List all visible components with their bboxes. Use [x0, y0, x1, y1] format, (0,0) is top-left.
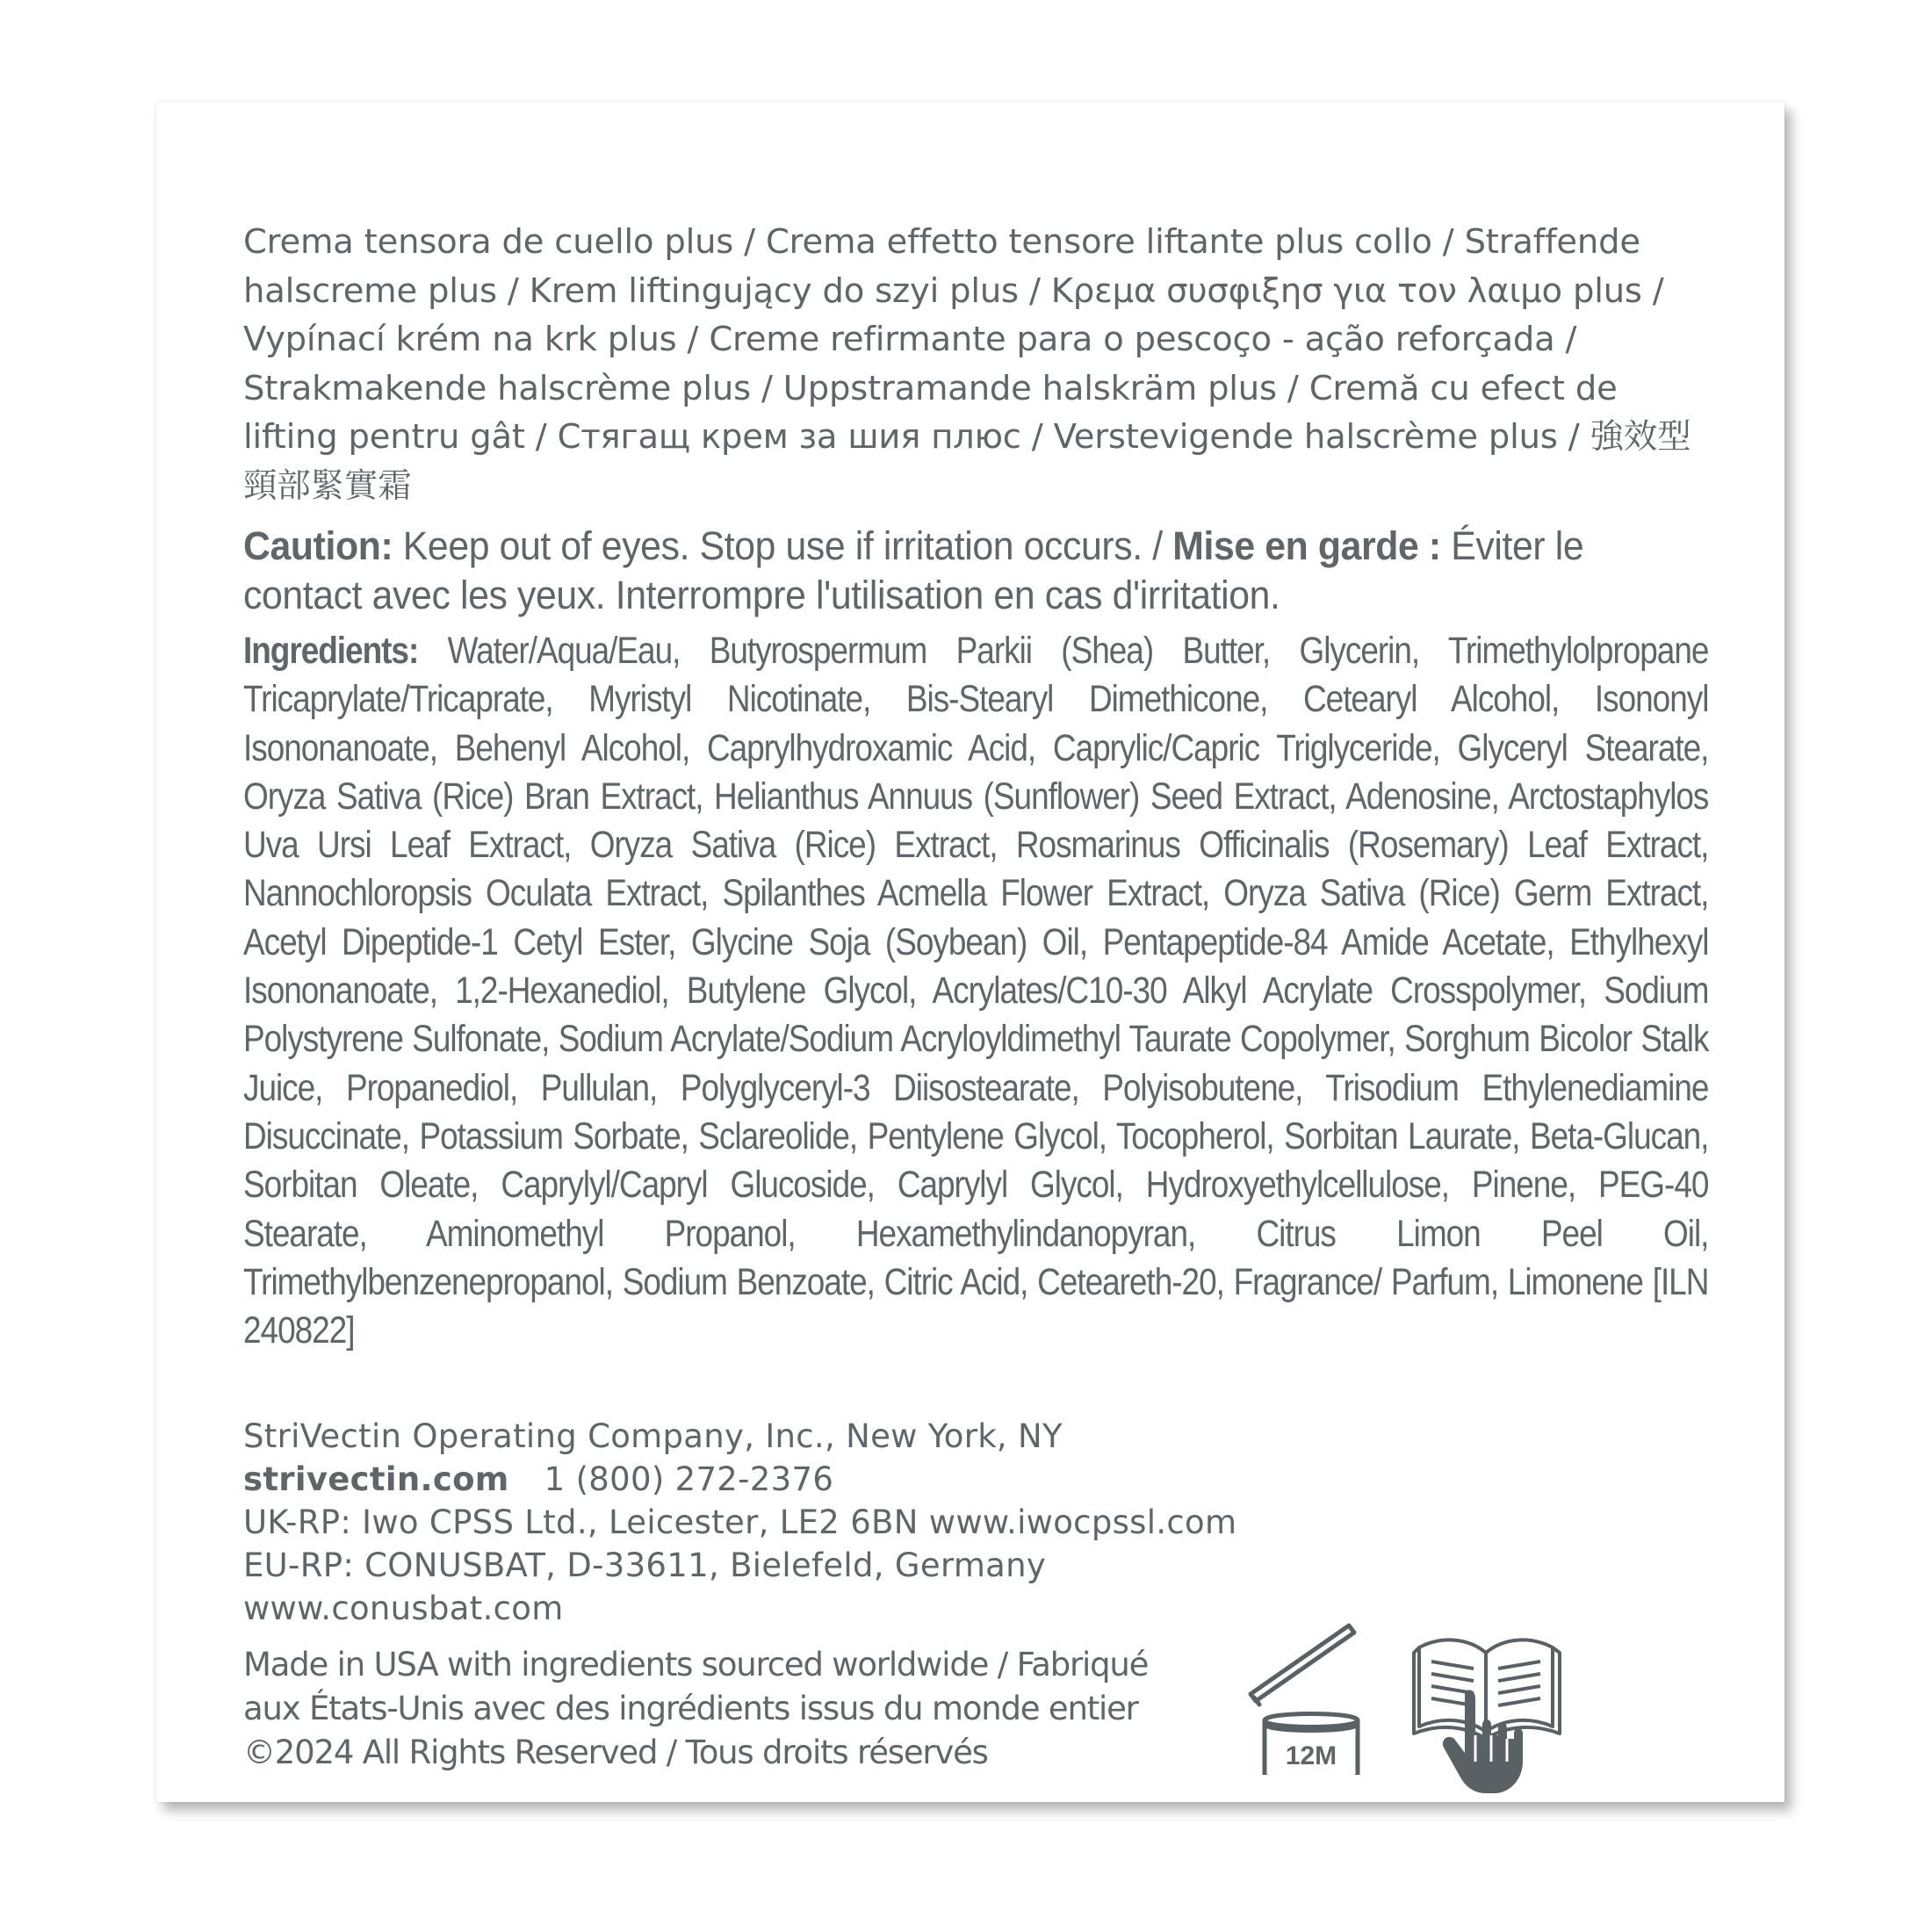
company-info: [243, 1415, 1703, 1630]
copyright-line: ©2024 All Rights Reserved / Tous droits réservés: [243, 1734, 988, 1771]
origin-line-2: aux États-Unis avec des ingrédients issus du monde entier: [243, 1690, 1138, 1727]
phone-number: 1 (800) 272-2376: [544, 1460, 834, 1498]
product-names: Crema tensora de cuello plus / Crema effetto tensore liftante plus collo / Straffende halscreme plus / Krem liftingujący do szyi plus / Κρεμα συσφιξησ για τον λαιμο plus / Vypínací krém na krk plus / Creme refirmante para o pescoço - ação reforçada / Strakmakende halscrème plus / Uppstramande halskräm plus / Cremă cu efect de lifting pentru gât / Стягащ крем за шия плюс / Verstevigende halscrème plus / 強效型頸部緊實霜: [243, 222, 1691, 506]
caution-label-en: Caution:: [243, 523, 393, 568]
period-after-opening-icon: [1245, 1617, 1377, 1775]
uk-responsible-person: UK-RP: Iwo CPSS Ltd., Leicester, LE2 6BN www.iwocpssl.com: [243, 1503, 1237, 1541]
origin-statement: [243, 1643, 1297, 1775]
origin-line-1: Made in USA with ingredients sourced worldwide / Fabriqué: [243, 1646, 1149, 1683]
ingredients-label: Ingredients:: [243, 630, 419, 672]
pao-label: 12M: [1285, 1741, 1337, 1770]
ingredients-text: Water/Aqua/Eau, Butyrospermum Parkii (Shea) Butter, Glycerin, Trimethylolpropane Tricaprylate/Tricaprate, Myristyl Nicotinate, Bis-Stearyl Dimethicone, Cetearyl Alcohol, Isononyl Isononanoate, Behenyl Alcohol, Caprylhydroxamic Acid, Caprylic/Capric Triglyceride, Glyceryl Stearate, Oryza Sativa (Rice) Bran Extract, Helianthus Annuus (Sunflower) Seed Extract, Adenosine, Arctostaphylos Uva Ursi Leaf Extract, Oryza Sativa (Rice) Extract, Rosmarinus Officinalis (Rosemary) Leaf Extract, Nannochloropsis Oculata Extract, Spilanthes Acmella Flower Extract, Oryza Sativa (Rice) Germ Extract, Acetyl Dipeptide-1 Cetyl Ester, Glycine Soja (Soybean) Oil, Pentapeptide-84 Amide Acetate, Ethylhexyl Isononanoate, 1,2-Hexanediol, Butylene Glycol, Acrylates/C10-30 Alkyl Acrylate Crosspolymer, Sodium Polystyrene Sulfonate, Sodium Acrylate/Sodium Acryloyldimethyl Taurate Copolymer, Sorghum Bicolor Stalk Juice, Propanediol, Pullulan, Polyglyceryl-3 Diisostearate, Polyisobutene, Trisodium Ethylenediamine Disuccinate, Potassium Sorbate, Sclareolide, Pentylene Glycol, Tocopherol, Sorbitan Laurate, Beta-Glucan, Sorbitan Oleate, Caprylyl/Capryl Glucoside, Caprylyl Glycol, Hydroxyethylcellulose, Pinene, PEG-40 Stearate, Aminomethyl Propanol, Hexamethylindanopyran, Citrus Limon Peel Oil, Trimethylbenzenepropanol, Sodium Benzoate, Citric Acid, Ceteareth-20, Fragrance/ Parfum, Limonene [ILN 240822]: [243, 630, 1709, 1352]
eu-responsible-person: EU-RP: CONUSBAT, D-33611, Bielefeld, Germany: [243, 1546, 1047, 1584]
company-name: StriVectin Operating Company, Inc., New York, NY: [243, 1417, 1063, 1455]
caution-statement: [243, 522, 1699, 619]
caution-text-fr: Éviter le contact avec les yeux. Interrompre l'utilisation en cas d'irritation.: [243, 523, 1584, 617]
website-link: strivectin.com: [243, 1460, 509, 1498]
label-panel: [156, 102, 1784, 1802]
caution-text-en: Keep out of eyes. Stop use if irritation occurs. /: [393, 523, 1173, 568]
ingredients-list: [243, 627, 1708, 1355]
refer-to-leaflet-icon: [1412, 1630, 1561, 1797]
contact-line: [243, 1458, 1703, 1501]
eu-rp-website: www.conusbat.com: [243, 1590, 564, 1627]
caution-label-fr: Mise en garde :: [1172, 523, 1441, 568]
